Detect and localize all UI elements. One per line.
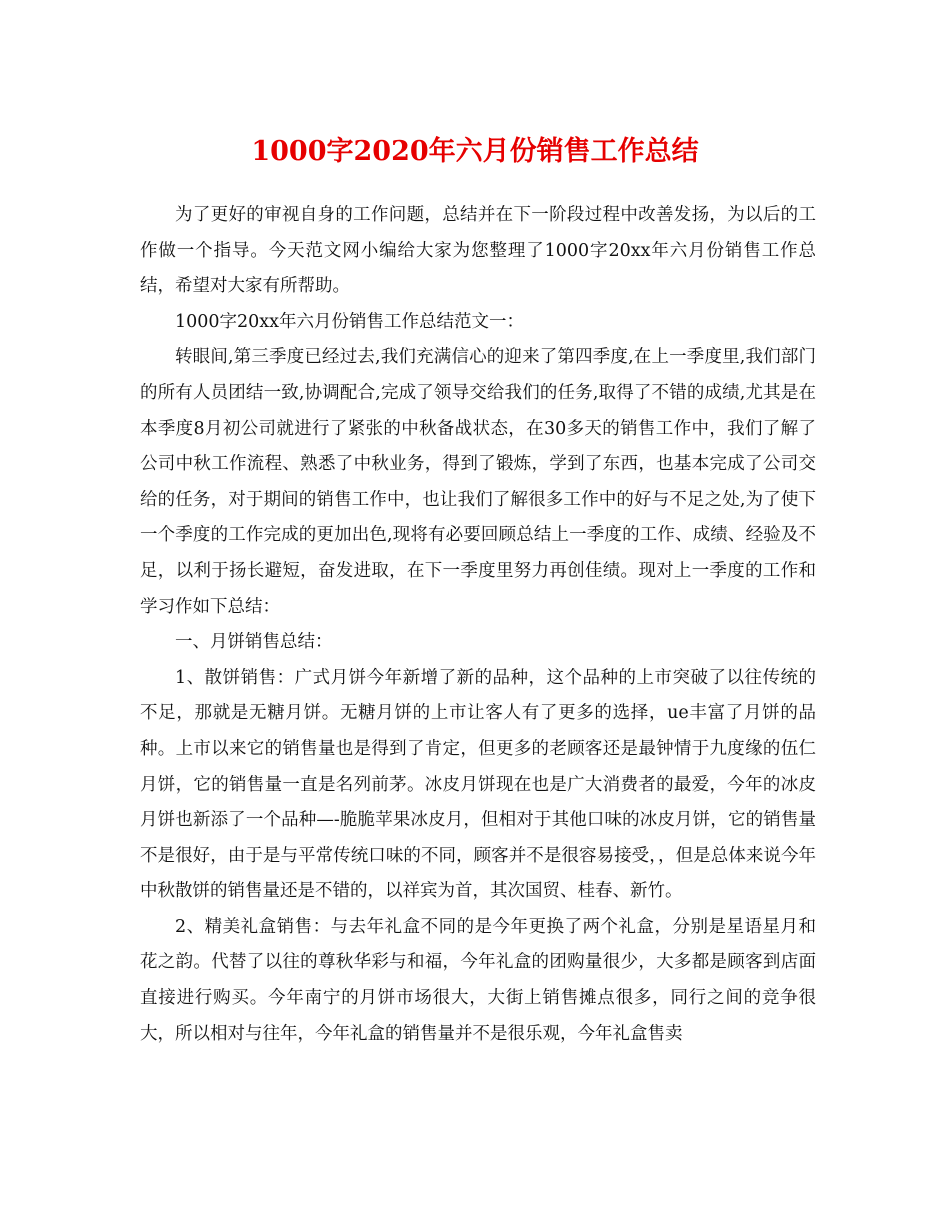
section-heading-mooncake-sales: 一、月饼销售总结： [175, 632, 333, 653]
document-body [140, 198, 816, 1052]
paragraph-sample-heading: 1000字20xx年六月份销售工作总结范文一： [175, 311, 525, 332]
paragraph-intro: 为了更好的审视自身的工作问题，总结并在下一阶段过程中改善发扬，为以后的工作做一个指导。今天范文网小编给大家为您整理了1000字20xx年六月份销售工作总结，希望对大家有所帮助。 [140, 205, 816, 297]
document-title: 1000字2020年六月份销售工作总结 [251, 136, 699, 167]
paragraph-quarter-review: 转眼间,第三季度已经过去,我们充满信心的迎来了第四季度,在上一季度里,我们部门的所有人员团结一致,协调配合,完成了领导交给我们的任务,取得了不错的成绩,尤其是在本季度8月初公司就进行了紧张的中秋备战状态，在30多天的销售工作中，我们了解了公司中秋工作流程、熟悉了中秋业务，得到了锻炼，学到了东西，也基本完成了公司交给的任务，对于期间的销售工作中，也让我们了解很多工作中的好与不足之处,为了使下一个季度的工作完成的更加出色,现将有必要回顾总结上一季度的工作、成绩、经验及不足，以利于扬长避短，奋发进取，在下一季度里努力再创佳绩。现对上一季度的工作和学习作如下总结： [140, 347, 816, 617]
paragraph-loose-cake-sales: 1、散饼销售：广式月饼今年新增了新的品种，这个品种的上市突破了以往传统的不足，那就是无糖月饼。无糖月饼的上市让客人有了更多的选择，ue丰富了月饼的品种。上市以来它的销售量也是得到了肯定，但更多的老顾客还是最钟情于九度缘的伍仁月饼，它的销售量一直是名列前茅。冰皮月饼现在也是广大消费者的最爱，今年的冰皮月饼也新添了一个品种—-脆脆苹果冰皮月，但相对于其他口味的冰皮月饼，它的销售量不是很好，由于是与平常传统口味的不同，顾客并不是很容易接受，，但是总体来说今年中秋散饼的销售量还是不错的，以祥宾为首，其次国贸、桂春、新竹。 [140, 667, 816, 902]
paragraph-gift-box-sales: 2、精美礼盒销售：与去年礼盒不同的是今年更换了两个礼盒，分别是星语星月和花之韵。代替了以往的尊秋华彩与和福，今年礼盒的团购量很少，大多都是顾客到店面直接进行购买。今年南宁的月饼市场很大，大街上销售摊点很多，同行之间的竞争很大，所以相对与往年，今年礼盒的销售量并不是很乐观，今年礼盒售卖 [140, 916, 816, 1044]
